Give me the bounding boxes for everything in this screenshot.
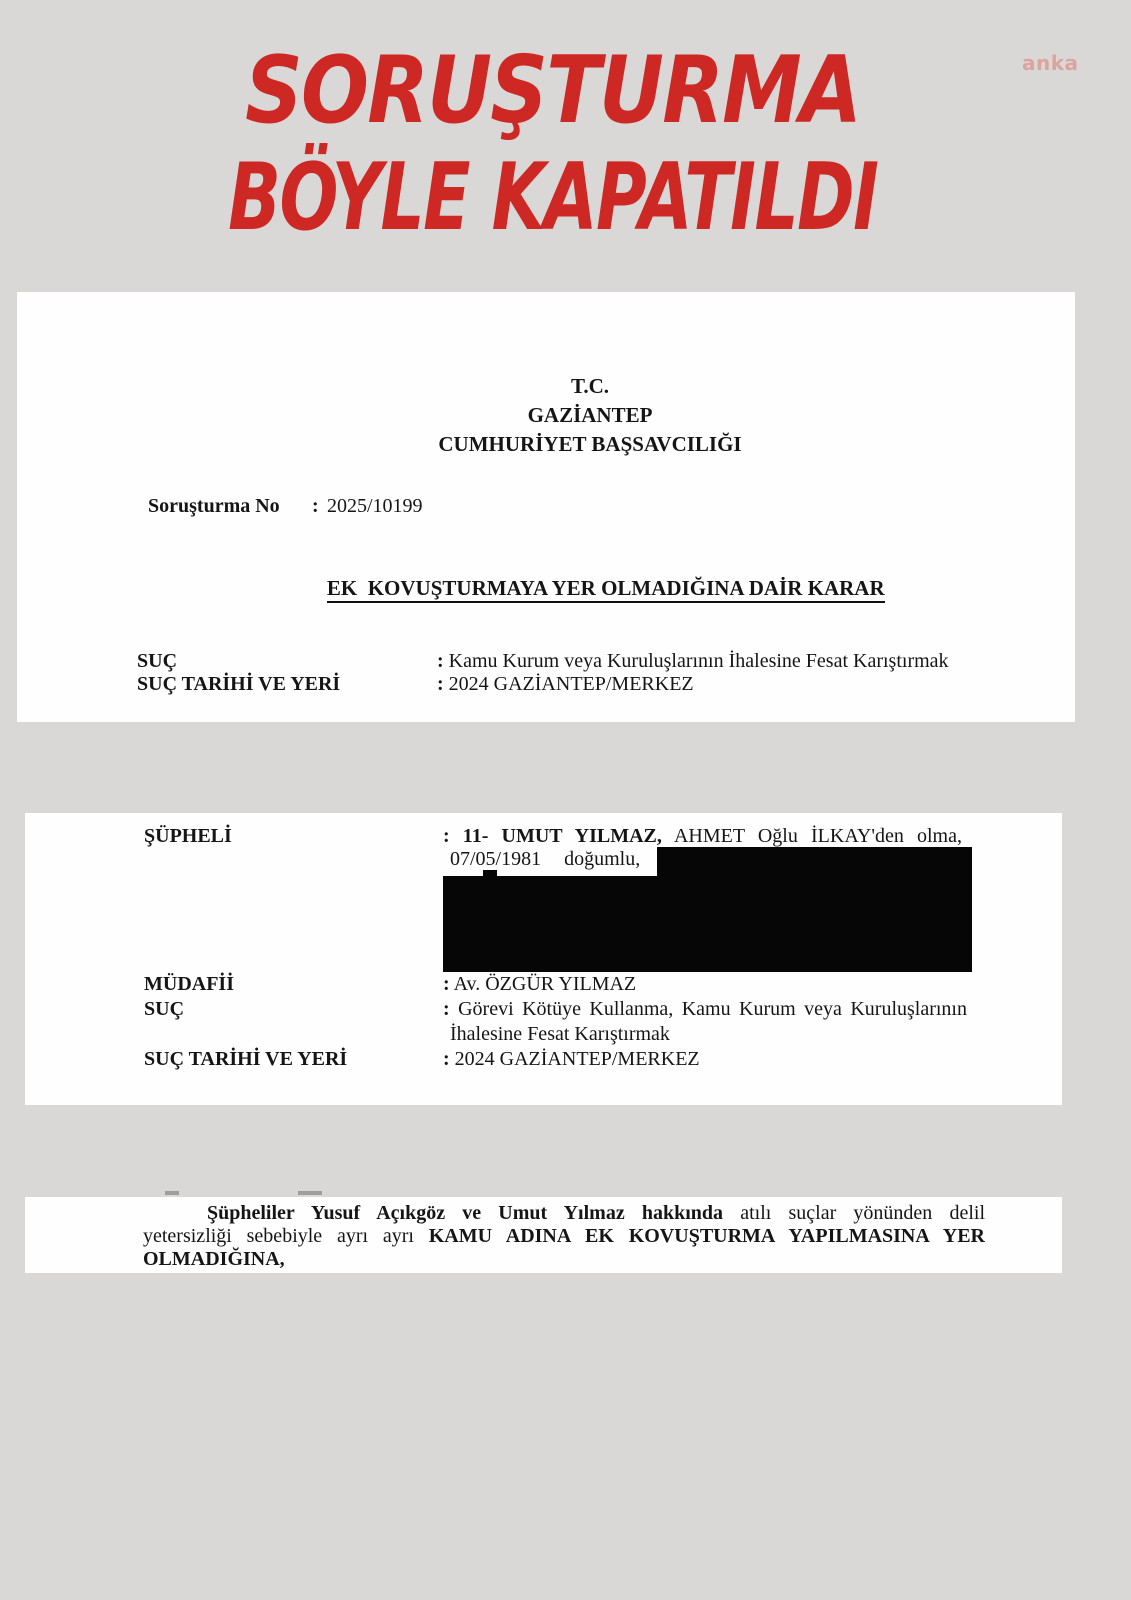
suspect-value-line-2: 07/05/1981 doğumlu, — [450, 848, 641, 870]
redacted-letter-fragment — [483, 870, 497, 876]
crime-text-1: Kamu Kurum veya Kuruluşlarının İhalesine Fesat Karıştırmak — [443, 650, 949, 672]
headline-line-1 — [0, 36, 1105, 144]
cutoff-text-artifact — [165, 1191, 179, 1195]
ruling-line-2 — [143, 1225, 985, 1248]
redaction-box-upper — [657, 847, 972, 876]
crime-date-text-2: 2024 GAZİANTEP/MERKEZ — [449, 1048, 700, 1070]
ruling-suspects-bold: Şüpheliler Yusuf Açıkgöz ve Umut Yılmaz hakkında — [207, 1202, 724, 1224]
counsel-text: Av. ÖZGÜR YILMAZ — [449, 973, 637, 995]
crime-colon-1: : — [437, 650, 444, 672]
headline-line-1-text: SORUŞTURMA — [244, 36, 861, 144]
headline-line-2-text: BÖYLE KAPATILDI — [227, 143, 878, 251]
crime-date-colon-1: : — [437, 673, 444, 695]
document-block-ruling — [25, 1197, 1062, 1273]
crime-value-2-line-1 — [443, 998, 967, 1021]
counsel-colon: : — [443, 973, 450, 995]
ruling-line-1 — [143, 1202, 985, 1225]
crime-date-label-2: SUÇ TARİHİ VE YERİ — [144, 1048, 348, 1070]
ruling-line-3: OLMADIĞINA, — [143, 1248, 285, 1270]
ruling-decision-bold: KAMU ADINA EK KOVUŞTURMA YAPILMASINA YER — [428, 1225, 985, 1247]
crime-date-colon-2: : — [443, 1048, 450, 1070]
decision-title-text: EK KOVUŞTURMAYA YER OLMADIĞINA DAİR KARAR — [327, 576, 885, 603]
doc-header-city: GAZİANTEP — [527, 403, 653, 427]
cutoff-text-artifact — [298, 1191, 322, 1195]
crime-date-value-2 — [443, 1048, 700, 1071]
case-number-label: Soruşturma No — [148, 495, 280, 517]
crime-value-2-line-2: İhalesine Fesat Karıştırmak — [450, 1023, 670, 1045]
crime-date-value-1 — [437, 673, 694, 696]
counsel-value — [443, 973, 636, 996]
crime-label-2: SUÇ — [144, 998, 185, 1020]
crime-date-text-1: 2024 GAZİANTEP/MERKEZ — [443, 673, 694, 695]
doc-header-office: CUMHURİYET BAŞSAVCILIĞI — [438, 432, 742, 456]
suspect-value-line-1 — [443, 825, 962, 848]
crime-date-label-1: SUÇ TARİHİ VE YERİ — [137, 673, 341, 695]
document-block-header — [17, 292, 1075, 722]
suspect-name-bold: : 11- UMUT YILMAZ, — [443, 825, 662, 847]
counsel-label: MÜDAFİİ — [144, 973, 234, 995]
crime-colon-2: : — [443, 998, 450, 1020]
suspect-name-rest: AHMET Oğlu İLKAY'den olma, — [661, 825, 962, 847]
doc-header-tc: T.C. — [570, 374, 610, 398]
case-number-colon: : — [312, 495, 319, 517]
crime-text-2a: Görevi Kötüye Kullanma, Kamu Kurum veya Kuruluşlarının — [449, 998, 967, 1020]
case-number-value: 2025/10199 — [327, 495, 423, 517]
headline-line-2 — [0, 143, 1105, 251]
anka-watermark: anka — [1022, 51, 1079, 75]
crime-value-1 — [437, 650, 949, 673]
ruling-line-2-start: yetersizliği sebebiyle ayrı ayrı — [143, 1225, 429, 1247]
document-block-suspect — [25, 813, 1062, 1105]
ruling-line-1-rest: atılı suçlar yönünden delil — [723, 1202, 986, 1224]
suspect-label: ŞÜPHELİ — [144, 825, 232, 847]
crime-label-1: SUÇ — [137, 650, 178, 672]
decision-title — [17, 554, 1075, 623]
redaction-box-main — [443, 876, 972, 972]
